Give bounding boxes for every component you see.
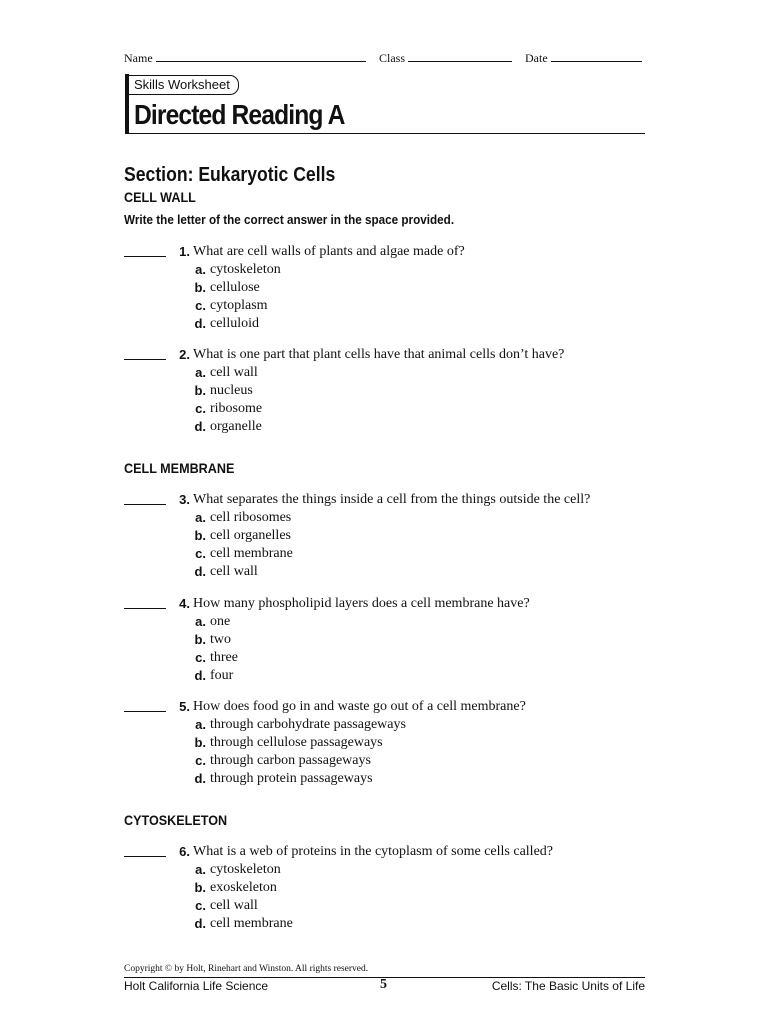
option-d: d. cell wall <box>194 564 258 579</box>
question-number: 3. <box>179 492 190 507</box>
class-field <box>379 49 512 66</box>
footer-book-title: Holt California Life Science <box>124 979 269 993</box>
name-label: Name <box>124 51 153 65</box>
answer-blank-6[interactable] <box>124 856 166 857</box>
option-d: d. through protein passageways <box>194 771 373 786</box>
class-blank[interactable] <box>408 49 512 62</box>
title-rule <box>125 133 645 134</box>
date-blank[interactable] <box>551 49 642 62</box>
group-heading-cell-wall: CELL WALL <box>124 189 196 205</box>
option-b: b. two <box>194 632 231 647</box>
option-c: c. ribosome <box>195 401 263 416</box>
option-d: d. four <box>194 668 234 683</box>
page-number: 5 <box>380 977 387 992</box>
question-number: 4. <box>179 596 190 611</box>
question-text: What are cell walls of plants and algae made of? <box>193 244 465 259</box>
question-5 <box>124 698 654 788</box>
name-blank[interactable] <box>156 49 366 62</box>
answer-blank-3[interactable] <box>124 504 166 505</box>
option-c: c. through carbon passageways <box>195 753 371 768</box>
option-a: a. through carbohydrate passageways <box>195 717 406 732</box>
option-a: a. cytoskeleton <box>195 262 281 277</box>
option-c: c. cell wall <box>195 898 258 913</box>
option-d: d. celluloid <box>194 316 259 331</box>
question-text: What is one part that plant cells have that animal cells don’t have? <box>193 347 565 362</box>
answer-blank-5[interactable] <box>124 711 166 712</box>
class-label: Class <box>379 51 406 65</box>
option-d: d. organelle <box>194 419 262 434</box>
option-a: a. cytoskeleton <box>195 862 281 877</box>
option-b: b. exoskeleton <box>194 880 277 895</box>
question-number: 5. <box>179 699 190 714</box>
option-b: b. cell organelles <box>194 528 291 543</box>
question-text: What separates the things inside a cell from the things outside the cell? <box>193 492 591 507</box>
question-number: 6. <box>179 844 190 859</box>
worksheet-badge: Skills Worksheet <box>127 75 239 95</box>
group-heading-cytoskeleton: CYTOSKELETON <box>124 812 228 828</box>
question-1 <box>124 243 654 333</box>
option-a: a. cell ribosomes <box>195 510 292 525</box>
question-number: 1. <box>179 244 190 259</box>
option-a: a. cell wall <box>195 365 258 380</box>
question-6 <box>124 843 654 933</box>
option-d: d. cell membrane <box>194 916 293 931</box>
question-text: How does food go in and waste go out of a cell membrane? <box>193 699 526 714</box>
group-heading-cell-membrane: CELL MEMBRANE <box>124 460 235 476</box>
question-3 <box>124 491 654 581</box>
name-field <box>124 49 366 66</box>
option-c: c. cell membrane <box>195 546 293 561</box>
date-label: Date <box>525 51 548 65</box>
option-b: b. nucleus <box>194 383 253 398</box>
option-c: c. cytoplasm <box>195 298 268 313</box>
question-4 <box>124 595 654 685</box>
answer-blank-2[interactable] <box>124 359 166 360</box>
answer-blank-4[interactable] <box>124 608 166 609</box>
option-c: c. three <box>195 650 238 665</box>
question-text: How many phospholipid layers does a cell membrane have? <box>193 596 530 611</box>
section-title: Section: Eukaryotic Cells <box>124 164 336 186</box>
instructions: Write the letter of the correct answer in the space provided. <box>124 212 455 227</box>
option-b: b. through cellulose passageways <box>194 735 383 750</box>
question-2 <box>124 346 654 436</box>
page-title: Directed Reading A <box>134 99 345 130</box>
question-text: What is a web of proteins in the cytoplasm of some cells called? <box>193 844 554 859</box>
option-a: a. one <box>195 614 231 629</box>
answer-blank-1[interactable] <box>124 256 166 257</box>
copyright: Copyright © by Holt, Rinehart and Winston. All rights reserved. <box>124 964 369 974</box>
question-number: 2. <box>179 347 190 362</box>
option-b: b. cellulose <box>194 280 260 295</box>
date-field <box>525 49 642 66</box>
footer-chapter-title: Cells: The Basic Units of Life <box>491 979 645 993</box>
